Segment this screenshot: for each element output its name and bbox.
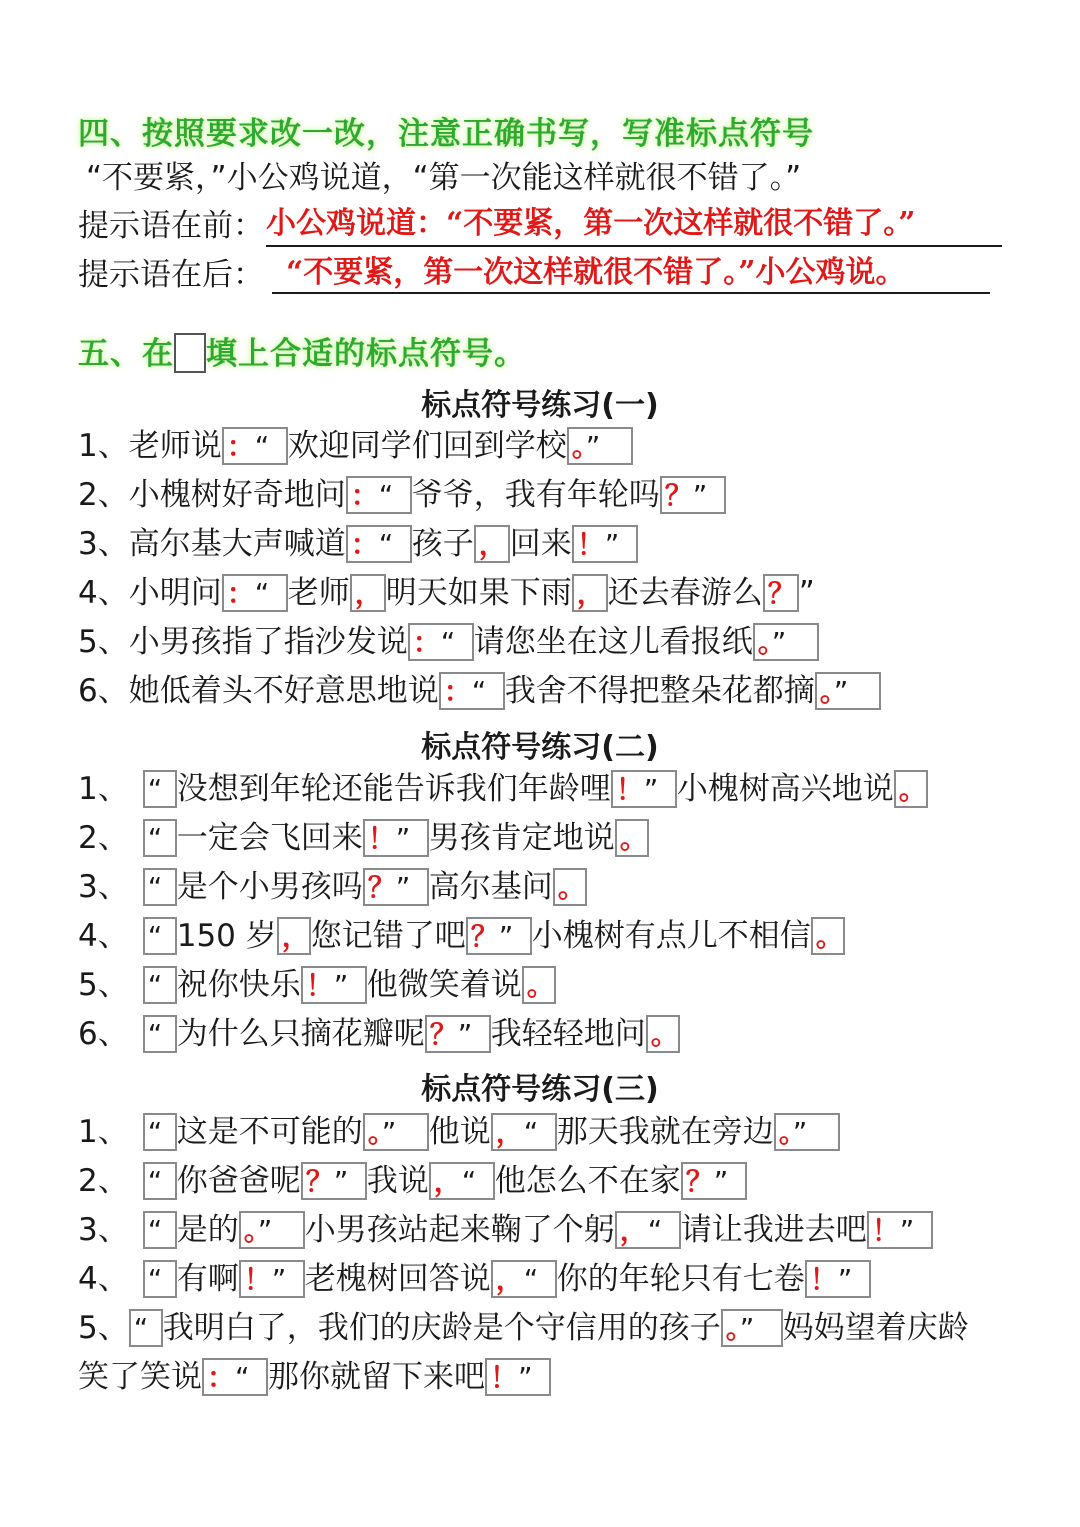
answer-box[interactable] [615, 1211, 681, 1249]
answer-box[interactable] [346, 476, 412, 514]
quote-mark: “ [147, 772, 163, 806]
sentence-text: 3、 [78, 869, 129, 905]
answer-box[interactable] [143, 868, 177, 906]
sentence-text: 6、 [78, 1016, 129, 1052]
answer-box[interactable] [867, 1211, 933, 1249]
punctuation-answer: 。 [571, 429, 586, 463]
answer-box[interactable] [681, 1162, 747, 1200]
sentence-text: 那天我就在旁边 [556, 1114, 774, 1150]
section4-before-answer[interactable]: 小公鸡说道：“不要紧，第一次这样就很不错了。” [266, 205, 1002, 247]
ex2-line-3 [78, 865, 587, 909]
sentence-text: 老槐树回答说 [304, 1261, 491, 1297]
sentence-text: 你的年轮只有七卷 [556, 1261, 805, 1297]
answer-box[interactable] [363, 819, 429, 857]
sentence-text: 小男孩站起来鞠了个躬 [304, 1212, 615, 1248]
sentence-text: 5、 [78, 967, 129, 1003]
punctuation-answer: ？ [305, 1164, 334, 1198]
punctuation-answer: 。 [650, 1017, 679, 1051]
sentence-text: 爷爷，我有年轮吗 [411, 477, 660, 513]
answer-box[interactable] [363, 868, 429, 906]
answer-box[interactable] [894, 770, 928, 808]
sentence-text: 你爸爸呢 [176, 1163, 301, 1199]
sentence-text: 5、 [78, 1310, 129, 1346]
punctuation-answer: 。 [898, 772, 927, 806]
quote-mark: “ [133, 1311, 149, 1345]
sentence-text: 4、 [78, 575, 129, 611]
quote-mark: ” [792, 1115, 808, 1149]
sentence-text: 祝你快乐 [176, 967, 301, 1003]
quote-mark: ” [713, 1164, 729, 1198]
answer-box[interactable] [485, 1358, 551, 1396]
answer-box[interactable] [811, 917, 845, 955]
quote-mark: ” [395, 821, 411, 855]
punctuation-answer: ！ [305, 968, 334, 1002]
answer-box[interactable] [615, 819, 649, 857]
sentence-text: 他怎么不在家 [494, 1163, 681, 1199]
section5-title-part-b: 填上合适的标点符号。 [206, 336, 526, 372]
sentence-text: 小明问 [128, 575, 222, 611]
blank-box-icon [174, 333, 206, 373]
sentence-text: 4、 [78, 1261, 129, 1297]
sentence-text: 是个小男孩吗 [176, 869, 363, 905]
sentence-text: 回来 [509, 526, 572, 562]
answer-box[interactable] [522, 966, 556, 1004]
quote-mark: ” [604, 527, 620, 561]
sentence-text: 孩子 [411, 526, 474, 562]
answer-box[interactable] [753, 623, 819, 661]
ex1-line-4 [78, 571, 815, 615]
answer-box[interactable] [721, 1309, 783, 1347]
answer-box[interactable] [425, 1015, 491, 1053]
sentence-text: 妈妈望着庆龄 [782, 1310, 969, 1346]
punctuation-answer: 。 [778, 1115, 793, 1149]
quote-mark: ” [457, 1017, 473, 1051]
answer-box[interactable] [491, 1113, 557, 1151]
punctuation-answer: ， [354, 576, 383, 610]
sentence-text: 老师 [287, 575, 350, 611]
sentence-text: 笑了笑说 [78, 1359, 202, 1395]
answer-box[interactable] [491, 1260, 557, 1298]
quote-mark: “ [147, 1213, 163, 1247]
quote-mark: “ [471, 674, 487, 708]
answer-box[interactable] [202, 1358, 268, 1396]
sentence-text: 一定会飞回来 [176, 820, 363, 856]
answer-box[interactable] [553, 868, 587, 906]
punctuation-answer: ， [281, 919, 310, 953]
answer-box[interactable] [143, 917, 177, 955]
ex3-line-4 [78, 1257, 871, 1301]
section5-title-part-a: 五、在 [78, 336, 174, 372]
quote-mark: ” [271, 1262, 287, 1296]
answer-box[interactable] [646, 1015, 680, 1053]
sentence-text: 他说 [428, 1114, 491, 1150]
quote-mark: ” [771, 625, 787, 659]
punctuation-answer: ！ [615, 772, 644, 806]
quote-mark: ” [643, 772, 659, 806]
quote-mark: “ [235, 1360, 250, 1394]
sentence-text: 2、 [78, 477, 129, 513]
answer-box[interactable] [429, 1162, 495, 1200]
sentence-text: 我轻轻地问 [490, 1016, 646, 1052]
punctuation-answer: 。 [815, 919, 844, 953]
answer-box[interactable] [474, 525, 510, 563]
quote-mark: “ [147, 821, 163, 855]
quote-mark: “ [147, 870, 163, 904]
quote-mark: “ [523, 1115, 539, 1149]
sentence-text: 高尔基问 [428, 869, 553, 905]
answer-box[interactable] [572, 525, 638, 563]
punctuation-answer: ， [619, 1213, 648, 1247]
ex3-line-5 [78, 1306, 969, 1350]
section4-after-answer[interactable]: “不要紧，第一次这样就很不错了。”小公鸡说。 [272, 254, 990, 294]
quote-mark: “ [147, 1164, 163, 1198]
punctuation-answer: 。 [243, 1213, 258, 1247]
punctuation-answer: ： [226, 429, 255, 463]
punctuation-answer: ！ [576, 527, 605, 561]
sentence-text: 6、 [78, 673, 129, 709]
ex1-line-5 [78, 620, 819, 664]
sentence-text: 男孩肯定地说 [428, 820, 615, 856]
punctuation-answer: ？ [429, 1017, 458, 1051]
answer-box[interactable] [350, 574, 386, 612]
punctuation-answer: ！ [243, 1262, 272, 1296]
quote-mark: ” [333, 1164, 349, 1198]
ex1-line-3 [78, 522, 638, 566]
answer-box[interactable] [143, 770, 177, 808]
ex2-line-4 [78, 914, 845, 958]
quote-mark: “ [647, 1213, 663, 1247]
sentence-text: 请让我进去吧 [680, 1212, 867, 1248]
ex3-line-3 [78, 1208, 933, 1252]
ex1-line-6 [78, 669, 881, 713]
section4-after-label: 提示语在后： [78, 257, 264, 293]
sentence-text: 他微笑着说 [366, 967, 522, 1003]
sentence-text: 明天如果下雨 [385, 575, 572, 611]
answer-box[interactable] [363, 1113, 429, 1151]
answer-box[interactable] [143, 966, 177, 1004]
quote-mark: ” [837, 1262, 853, 1296]
answer-box[interactable] [466, 917, 532, 955]
answer-box[interactable] [143, 819, 177, 857]
sentence-text: 我明白了，我们的庆龄是个守信用的孩子 [162, 1310, 721, 1346]
punctuation-answer: 。 [725, 1311, 740, 1345]
sentence-text: 3、 [78, 1212, 129, 1248]
punctuation-answer: 。 [819, 674, 834, 708]
answer-box[interactable] [277, 917, 311, 955]
punctuation-answer: ？ [685, 1164, 714, 1198]
sentence-text: 有啊 [176, 1261, 239, 1297]
sentence-text: 3、 [78, 526, 129, 562]
ex1-line-1 [78, 424, 633, 468]
punctuation-answer: ？ [470, 919, 499, 953]
sentence-text: 4、 [78, 918, 129, 954]
section5-title [78, 328, 526, 376]
sentence-text: 150 岁 [176, 918, 277, 954]
sentence-text: ” [798, 575, 815, 611]
answer-box[interactable] [301, 966, 367, 1004]
punctuation-answer: ？ [767, 576, 796, 610]
answer-box[interactable] [567, 427, 633, 465]
sentence-text: 我舍不得把整朵花都摘 [504, 673, 815, 709]
sentence-text: 我说 [366, 1163, 429, 1199]
quote-mark: ” [395, 870, 411, 904]
sentence-text: 是的 [176, 1212, 239, 1248]
punctuation-answer: ！ [490, 1360, 519, 1394]
punctuation-answer: ， [433, 1164, 462, 1198]
quote-mark: ” [381, 1115, 397, 1149]
quote-mark: “ [378, 478, 394, 512]
punctuation-answer: ： [226, 576, 255, 610]
section4-before-label: 提示语在前： [78, 208, 264, 244]
quote-mark: ” [257, 1213, 273, 1247]
punctuation-answer: 。 [557, 870, 586, 904]
answer-box[interactable] [408, 623, 474, 661]
quote-mark: “ [523, 1262, 539, 1296]
answer-box[interactable] [301, 1162, 367, 1200]
sentence-text: 2、 [78, 820, 129, 856]
quote-mark: “ [147, 1017, 163, 1051]
section4-title: 四、按照要求改一改，注意正确书写，写准标点符号 [78, 116, 814, 152]
sentence-text: 2、 [78, 1163, 129, 1199]
answer-box[interactable] [143, 1113, 177, 1151]
punctuation-answer: 。 [367, 1115, 382, 1149]
answer-box[interactable] [815, 672, 881, 710]
punctuation-answer: ： [350, 478, 379, 512]
punctuation-answer: ！ [367, 821, 396, 855]
answer-box[interactable] [222, 574, 288, 612]
exercise3-title: 标点符号练习(三) [421, 1072, 659, 1107]
punctuation-answer: ！ [871, 1213, 900, 1247]
ex3-line-2 [78, 1159, 747, 1203]
quote-mark: “ [440, 625, 456, 659]
punctuation-answer: ， [478, 527, 507, 561]
answer-box[interactable] [239, 1211, 305, 1249]
ex2-line-5 [78, 963, 556, 1007]
sentence-text: 1、 [78, 1114, 129, 1150]
sentence-text: 1、 [78, 428, 129, 464]
sentence-text: 没想到年轮还能告诉我们年龄哩 [176, 771, 611, 807]
ex2-line-2 [78, 816, 649, 860]
punctuation-answer: ？ [664, 478, 693, 512]
answer-box[interactable] [143, 1260, 177, 1298]
punctuation-answer: ： [207, 1360, 236, 1394]
punctuation-answer: ！ [809, 1262, 838, 1296]
sentence-text: 高尔基大声喊道 [128, 526, 346, 562]
sentence-text: 小槐树好奇地问 [128, 477, 346, 513]
ex3-line-5-cont [78, 1355, 551, 1399]
punctuation-answer: 。 [619, 821, 648, 855]
exercise2-title: 标点符号练习(二) [421, 730, 659, 765]
sentence-text: 您记错了吧 [310, 918, 466, 954]
ex2-line-6 [78, 1012, 680, 1056]
punctuation-answer: ， [495, 1262, 524, 1296]
quote-mark: “ [147, 1115, 163, 1149]
quote-mark: ” [585, 429, 601, 463]
quote-mark: ” [518, 1360, 533, 1394]
quote-mark: “ [147, 968, 163, 1002]
answer-box[interactable] [143, 1015, 177, 1053]
exercise1-title: 标点符号练习(一) [421, 388, 659, 423]
punctuation-answer: ， [495, 1115, 524, 1149]
sentence-text: 还去春游么 [607, 575, 763, 611]
sentence-text: 小槐树有点儿不相信 [531, 918, 811, 954]
quote-mark: ” [739, 1311, 755, 1345]
answer-box[interactable] [660, 476, 726, 514]
quote-mark: “ [378, 527, 394, 561]
ex2-line-1 [78, 767, 928, 811]
sentence-text: 这是不可能的 [176, 1114, 363, 1150]
answer-box[interactable] [611, 770, 677, 808]
answer-box[interactable] [763, 574, 799, 612]
punctuation-answer: ： [443, 674, 472, 708]
answer-box[interactable] [774, 1113, 840, 1151]
punctuation-answer: 。 [526, 968, 555, 1002]
sentence-text: 欢迎同学们回到学校 [287, 428, 567, 464]
quote-mark: “ [147, 1262, 163, 1296]
ex3-line-1 [78, 1110, 840, 1154]
quote-mark: ” [899, 1213, 915, 1247]
sentence-text: 1、 [78, 771, 129, 807]
sentence-text: 小槐树高兴地说 [676, 771, 894, 807]
sentence-text: 5、 [78, 624, 129, 660]
answer-box[interactable] [143, 1211, 177, 1249]
punctuation-answer: ？ [367, 870, 396, 904]
answer-box[interactable] [572, 574, 608, 612]
sentence-text: 为什么只摘花瓣呢 [176, 1016, 425, 1052]
punctuation-answer: 。 [757, 625, 772, 659]
answer-box[interactable] [346, 525, 412, 563]
section4-original-sentence: “不要紧，”小公鸡说道，“第一次能这样就很不错了。” [86, 160, 802, 196]
quote-mark: ” [333, 968, 349, 1002]
quote-mark: “ [461, 1164, 477, 1198]
sentence-text: 那你就留下来吧 [268, 1359, 485, 1395]
answer-box[interactable] [439, 672, 505, 710]
sentence-text: 她低着头不好意思地说 [128, 673, 439, 709]
answer-box[interactable] [129, 1309, 163, 1347]
punctuation-answer: ， [576, 576, 605, 610]
answer-box[interactable] [239, 1260, 305, 1298]
punctuation-answer: ： [350, 527, 379, 561]
answer-box[interactable] [143, 1162, 177, 1200]
quote-mark: “ [147, 919, 163, 953]
quote-mark: “ [254, 429, 270, 463]
answer-box[interactable] [805, 1260, 871, 1298]
quote-mark: ” [833, 674, 849, 708]
sentence-text: 小男孩指了指沙发说 [128, 624, 408, 660]
quote-mark: “ [254, 576, 270, 610]
ex1-line-2 [78, 473, 726, 517]
sentence-text: 老师说 [128, 428, 222, 464]
sentence-text: 请您坐在这儿看报纸 [473, 624, 753, 660]
quote-mark: ” [692, 478, 708, 512]
quote-mark: ” [498, 919, 514, 953]
punctuation-answer: ： [412, 625, 441, 659]
answer-box[interactable] [222, 427, 288, 465]
